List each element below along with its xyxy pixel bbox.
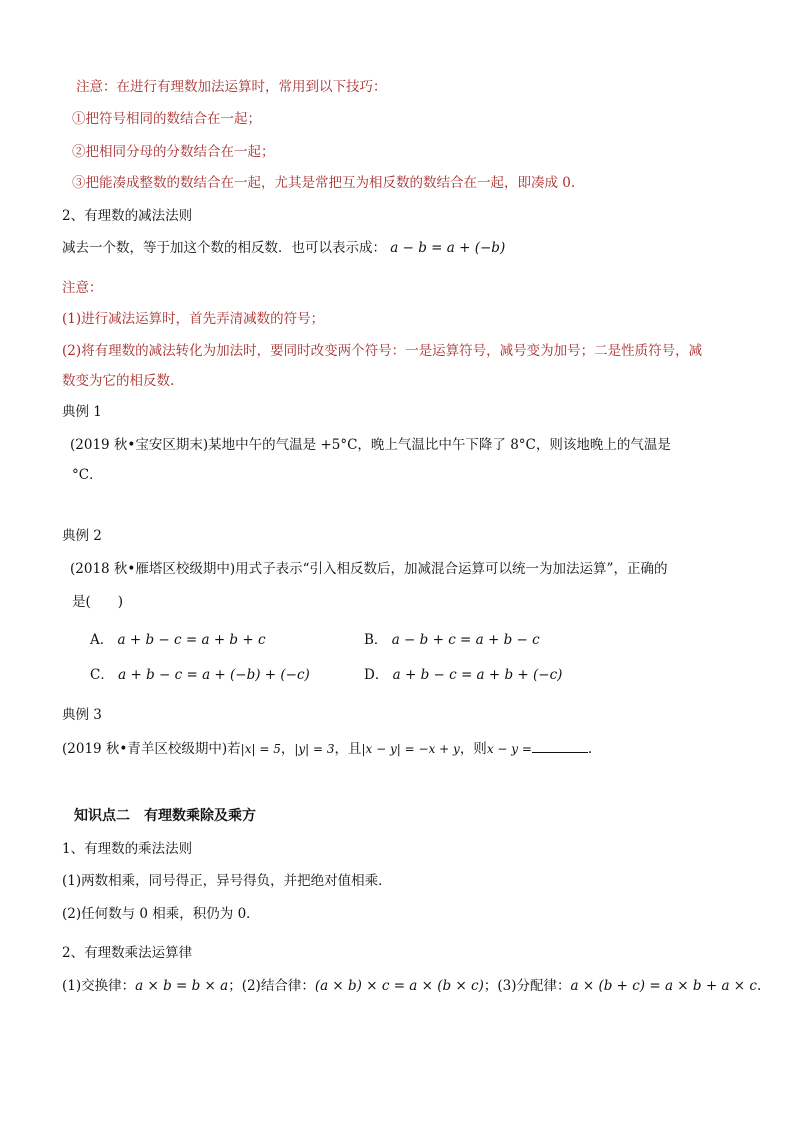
example3-abs-x: |x| = 5: [240, 742, 281, 756]
subtraction-note-title: 注意：: [62, 280, 103, 296]
law1-formula: a × b = b × a: [135, 978, 229, 994]
example3-sep2: ，且: [334, 741, 362, 757]
example1-label: 典例 1: [62, 404, 102, 420]
example3-target: x − y =: [486, 742, 532, 756]
option-d-letter: D．: [364, 667, 389, 683]
law2-label: ；(2)结合律：: [228, 978, 315, 994]
technique-item-2: ②把相同分母的分数结合在一起；: [72, 144, 275, 160]
subtraction-note-1: (1)进行减法运算时，首先弄清减数的符号；: [62, 311, 325, 327]
technique-item-1: ①把符号相同的数结合在一起；: [72, 111, 261, 127]
example2-question: (2018 秋•雁塔区校级期中)用式子表示“引入相反数后，加减混合运算可以统一为加法运算”，正确的: [70, 561, 668, 577]
answer-blank[interactable]: [532, 740, 588, 753]
subtraction-note-2: (2)将有理数的减法转化为加法时，要同时改变两个符号：一是运算符号，减号变为加号；二是性质符号，减: [62, 343, 703, 359]
law3-label: ；(3)分配律：: [483, 978, 571, 994]
multiplication-rule-1: (1)两数相乘，同号得正，异号得负，并把绝对值相乘．: [62, 873, 392, 889]
subtraction-formula: a − b = a + (−b): [390, 240, 506, 256]
law2-formula: (a × b) × c = a × (b × c): [314, 978, 484, 994]
example2-label: 典例 2: [62, 528, 102, 544]
multiplication-laws: [62, 977, 761, 995]
laws-end: .: [756, 978, 762, 994]
law3-formula: a × (b + c) = a × b + a × c: [570, 978, 757, 994]
example3-question: [62, 740, 592, 758]
example1-unit: °C．: [72, 467, 103, 483]
option-d-formula: a + b − c = a + b + (−c): [392, 667, 563, 683]
option-b-letter: B．: [364, 632, 388, 648]
option-c[interactable]: [90, 666, 310, 684]
subtraction-heading: 2、有理数的减法法则: [62, 208, 193, 224]
option-d[interactable]: [364, 666, 562, 684]
multiplication-heading: 1、有理数的乘法法则: [62, 841, 193, 857]
option-a-letter: A．: [90, 632, 114, 648]
example1-question: (2019 秋•宝安区期末)某地中午的气温是 +5°C，晚上气温比中午下降了 8°C，则该地晚上的气温是: [70, 437, 671, 453]
example3-abs-y: |y| = 3: [294, 742, 335, 756]
subtraction-rule: [62, 239, 505, 257]
option-a-formula: a + b − c = a + b + c: [117, 632, 266, 648]
subtraction-note-3: 数变为它的相反数.: [62, 373, 175, 389]
example3-abs-diff: |x − y| = −x + y: [361, 742, 460, 756]
example2-question-end: 是( ): [72, 594, 124, 610]
multiplication-laws-heading: 2、有理数乘法运算律: [62, 945, 193, 961]
example3-prefix: (2019 秋•青羊区校级期中)若: [62, 741, 241, 757]
example3-sep1: ，: [280, 741, 295, 757]
example3-label: 典例 3: [62, 707, 102, 723]
example3-suffix: .: [587, 741, 593, 757]
option-c-letter: C．: [90, 667, 114, 683]
option-a[interactable]: [90, 631, 266, 649]
option-b[interactable]: [364, 631, 540, 649]
note-techniques-title: 注意：在进行有理数加法运算时，常用到以下技巧：: [76, 79, 387, 95]
option-b-formula: a − b + c = a + b − c: [391, 632, 540, 648]
option-c-formula: a + b − c = a + (−b) + (−c): [118, 667, 310, 683]
multiplication-rule-2: (2)任何数与 0 相乘，积仍为 0．: [62, 906, 260, 922]
technique-item-3: ③把能凑成整数的数结合在一起，尤其是常把互为相反数的数结合在一起，即凑成 0.: [72, 175, 576, 191]
example3-sep3: ，则: [459, 741, 487, 757]
section2-heading: 知识点二 有理数乘除及乘方: [74, 808, 256, 824]
law1-label: (1)交换律：: [62, 978, 136, 994]
subtraction-rule-text: 减去一个数，等于加这个数的相反数．也可以表示成：: [62, 240, 386, 256]
